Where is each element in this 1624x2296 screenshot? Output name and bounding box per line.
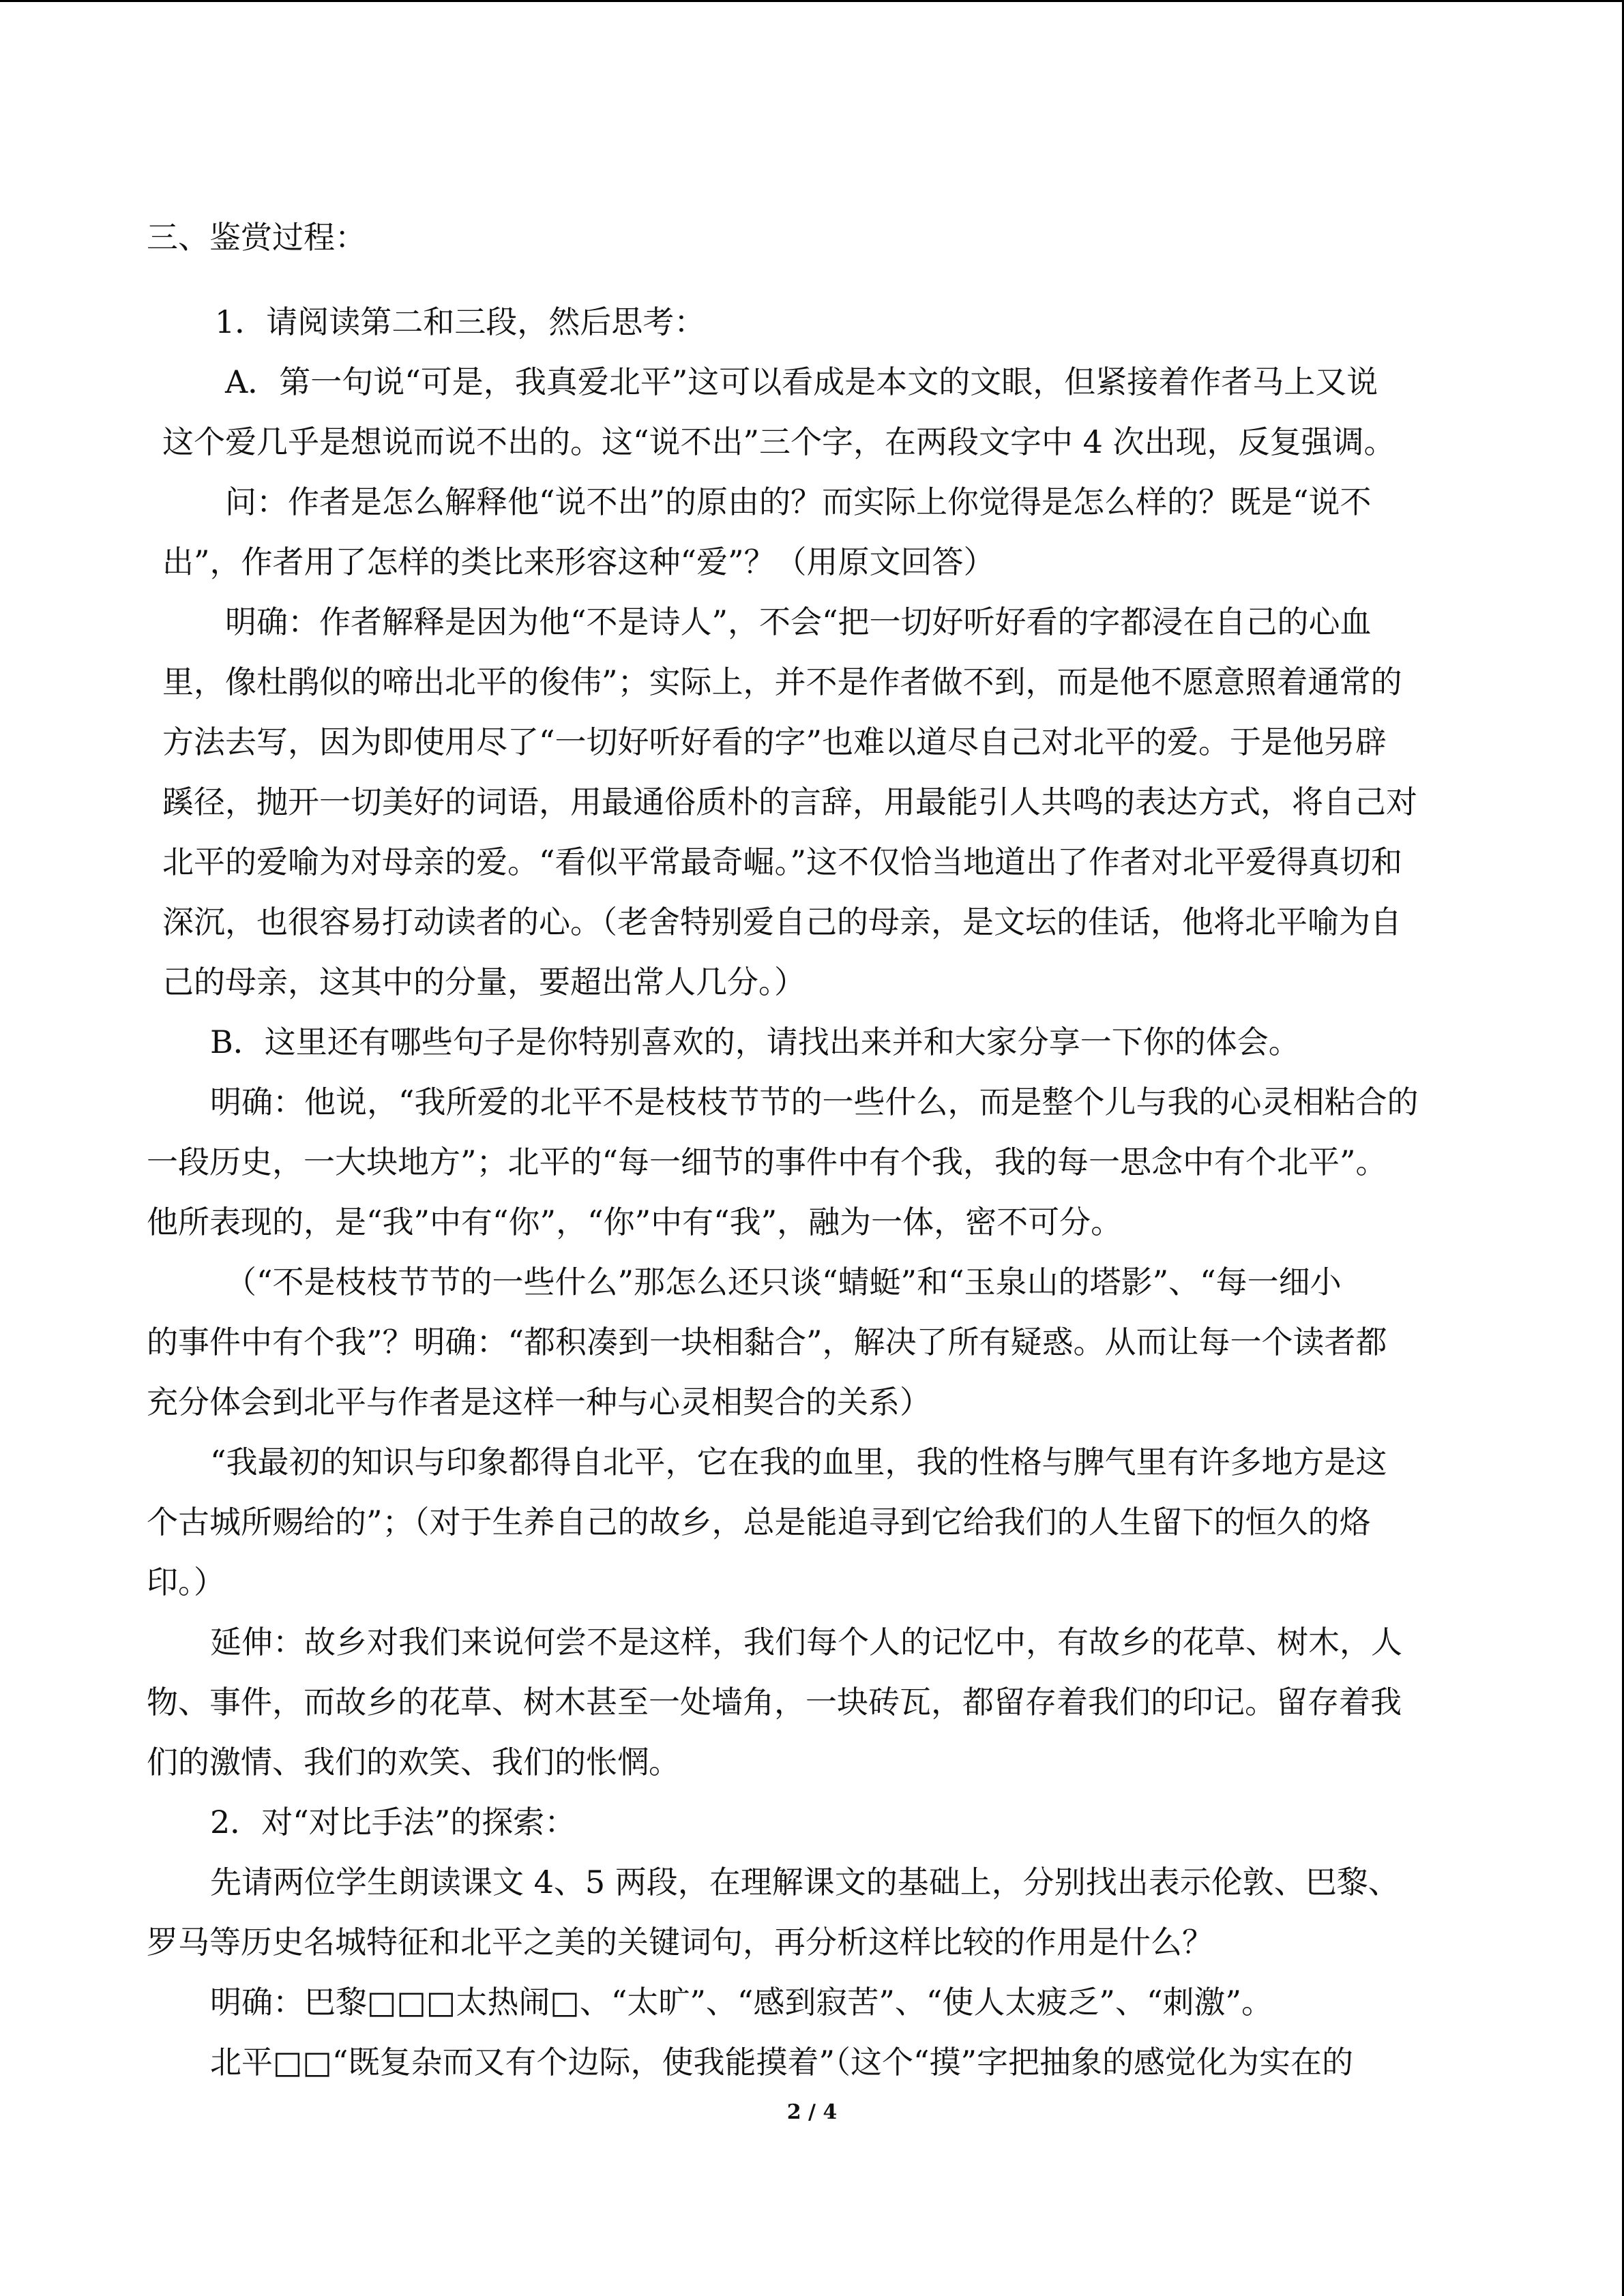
paragraph-line: 延伸：故乡对我们来说何尝不是这样，我们每个人的记忆中，有故乡的花草、树木，人 — [210, 1624, 1402, 1660]
paragraph-line: 蹊径，抛开一切美好的词语，用最通俗质朴的言辞，用最能引人共鸣的表达方式，将自己对 — [162, 784, 1417, 820]
paragraph-line: 问：作者是怎么解释他“说不出”的原由的？而实际上你觉得是怎么样的？既是“说不 — [225, 483, 1372, 520]
paragraph-line: 深沉，也很容易打动读者的心。（老舍特别爱自己的母亲，是文坛的佳话，他将北平喻为自 — [162, 904, 1402, 940]
paragraph-line: 先请两位学生朗读课文 4、5 两段，在理解课文的基础上，分别找出表示伦敦、巴黎、 — [210, 1864, 1400, 1900]
paragraph-line: 1．请阅读第二和三段，然后思考： — [215, 303, 706, 340]
paragraph-line: （“不是枝枝节节的一些什么”那怎么还只谈“蜻蜓”和“玉泉山的塔影”、“每一细小 — [225, 1264, 1342, 1300]
paragraph-line: 里，像杜鹃似的啼出北平的俊伟”；实际上，并不是作者做不到，而是他不愿意照着通常的 — [162, 664, 1402, 700]
paragraph-line: B．这里还有哪些句子是你特别喜欢的，请找出来并和大家分享一下你的体会。 — [210, 1024, 1300, 1060]
paragraph-line: 明确：他说，“我所爱的北平不是枝枝节节的一些什么，而是整个儿与我的心灵相粘合的 — [210, 1084, 1419, 1120]
paragraph-line: 这个爱几乎是想说而说不出的。这“说不出”三个字，在两段文字中 4 次出现，反复强调。 — [162, 423, 1396, 460]
paragraph-line: 印。） — [147, 1564, 225, 1600]
paragraph-line: 北平□□“既复杂而又有个边际，使我能摸着”（这个“摸”字把抽象的感觉化为实在的 — [210, 2044, 1353, 2081]
paragraph-line: 2．对“对比手法”的探索： — [210, 1804, 576, 1840]
paragraph-line: 北平的爱喻为对母亲的爱。“看似平常最奇崛。”这不仅恰当地道出了作者对北平爱得真切和 — [162, 844, 1403, 880]
paragraph-line: A．第一句说“可是，我真爱北平”这可以看成是本文的文眼，但紧接着作者马上又说 — [225, 363, 1378, 400]
section-heading: 三、鉴赏过程： — [147, 219, 366, 256]
paragraph-line: 罗马等历史名城特征和北平之美的关键词句，再分析这样比较的作用是什么？ — [147, 1924, 1213, 1960]
paragraph-line: 明确：作者解释是因为他“不是诗人”，不会“把一切好听好看的字都浸在自己的心血 — [225, 603, 1372, 640]
paragraph-line: 物、事件，而故乡的花草、树木甚至一处墙角，一块砖瓦，都留存着我们的印记。留存着我 — [147, 1684, 1402, 1720]
paragraph-line: 的事件中有个我”？明确：“都积凑到一块相黏合”，解决了所有疑惑。从而让每一个读者都 — [147, 1324, 1387, 1360]
paragraph-line: 们的激情、我们的欢笑、我们的怅惘。 — [147, 1744, 680, 1780]
paragraph-line: “我最初的知识与印象都得自北平，它在我的血里，我的性格与脾气里有许多地方是这 — [210, 1444, 1387, 1480]
paragraph-line: 己的母亲，这其中的分量，要超出常人几分。） — [162, 964, 806, 1000]
paragraph-line: 方法去写，因为即使用尽了“一切好听好看的字”也难以道尽自己对北平的爱。于是他另辟 — [162, 724, 1387, 760]
paragraph-line: 明确：巴黎□□□太热闹□、“太旷”、“感到寂苦”、“使人太疲乏”、“刺激”。 — [210, 1984, 1273, 2021]
page-number: 2 / 4 — [786, 2100, 838, 2124]
paragraph-line: 充分体会到北平与作者是这样一种与心灵相契合的关系） — [147, 1384, 931, 1420]
paragraph-line: 个古城所赐给的”；（对于生养自己的故乡，总是能追寻到它给我们的人生留下的恒久的烙 — [147, 1504, 1371, 1540]
paragraph-line: 一段历史，一大块地方”；北平的“每一细节的事件中有个我，我的每一思念中有个北平”。 — [147, 1144, 1387, 1180]
paragraph-line: 他所表现的，是“我”中有“你”，“你”中有“我”，融为一体，密不可分。 — [147, 1204, 1123, 1240]
paragraph-line: 出”，作者用了怎样的类比来形容这种“爱”？（用原文回答） — [162, 543, 995, 580]
